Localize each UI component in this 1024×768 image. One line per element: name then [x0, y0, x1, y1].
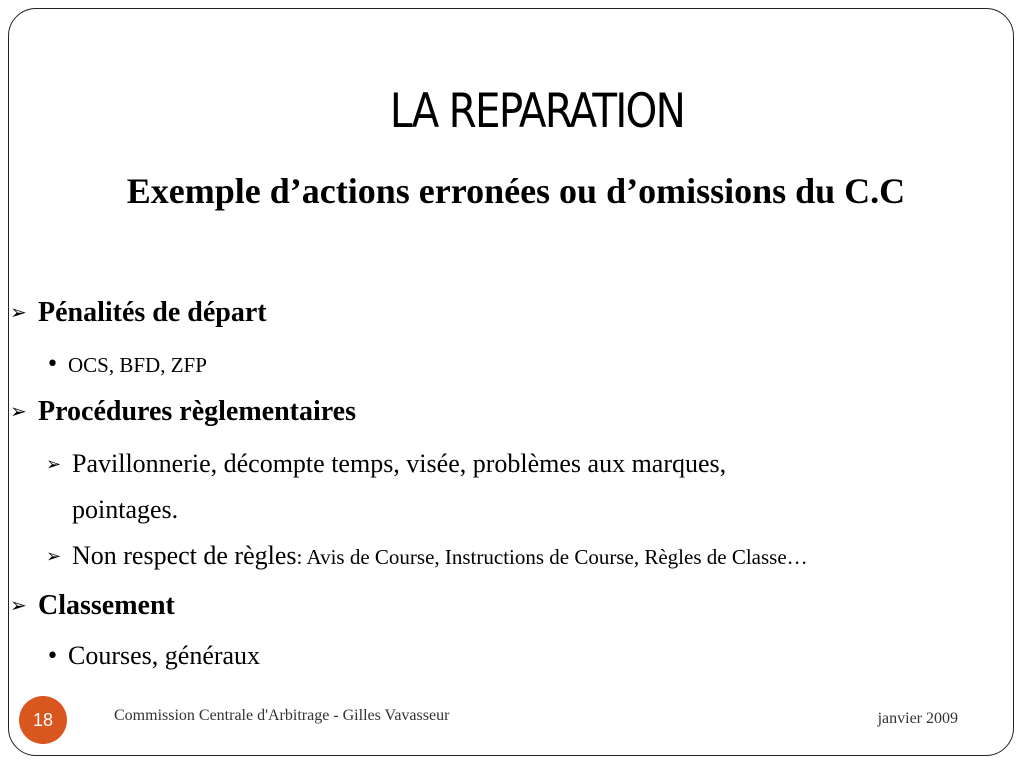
footer-author: Commission Centrale d'Arbitrage - Gilles Vavasseur: [114, 707, 450, 724]
list-subitem-text: Non respect de règles: [72, 541, 297, 570]
page-number-badge: 18: [19, 696, 67, 744]
list-subitem-detail: : Avis de Course, Instructions de Course, Règles de Classe…: [296, 545, 808, 569]
list-subitem-text: Courses, généraux: [68, 641, 261, 670]
list-subitem-pavillonnerie: [46, 449, 726, 479]
list-item-penalites: [10, 297, 267, 329]
list-item-label: Procédures règlementaires: [38, 396, 357, 427]
list-subitem-non-respect: [46, 541, 808, 571]
footer-date: janvier 2009: [877, 710, 958, 727]
list-subitem-text: Pavillonnerie, décompte temps, visée, problèmes aux marques,: [72, 449, 727, 478]
list-subitem-continuation: pointages.: [72, 495, 179, 524]
arrow-bullet-icon: ➢: [10, 593, 27, 617]
list-item-label: Pénalités de départ: [38, 297, 267, 328]
arrow-bullet-icon: ➢: [10, 300, 27, 324]
list-subitem-text: OCS, BFD, ZFP: [68, 353, 207, 377]
slide-title: LA REPARATION: [389, 84, 685, 139]
list-item-classement: [10, 590, 175, 622]
arrow-bullet-icon: ➢: [46, 546, 62, 567]
dot-bullet-icon: •: [46, 644, 59, 669]
list-item-label: Classement: [38, 590, 175, 621]
dot-bullet-icon: •: [46, 352, 59, 377]
list-subitem-ocs: [46, 352, 207, 378]
slide-subtitle: Exemple d’actions erronées ou d’omissions du C.C: [126, 171, 906, 211]
arrow-bullet-icon: ➢: [10, 399, 27, 423]
list-subitem-courses: [46, 641, 260, 671]
arrow-bullet-icon: ➢: [46, 454, 62, 475]
list-item-procedures: [10, 396, 356, 428]
